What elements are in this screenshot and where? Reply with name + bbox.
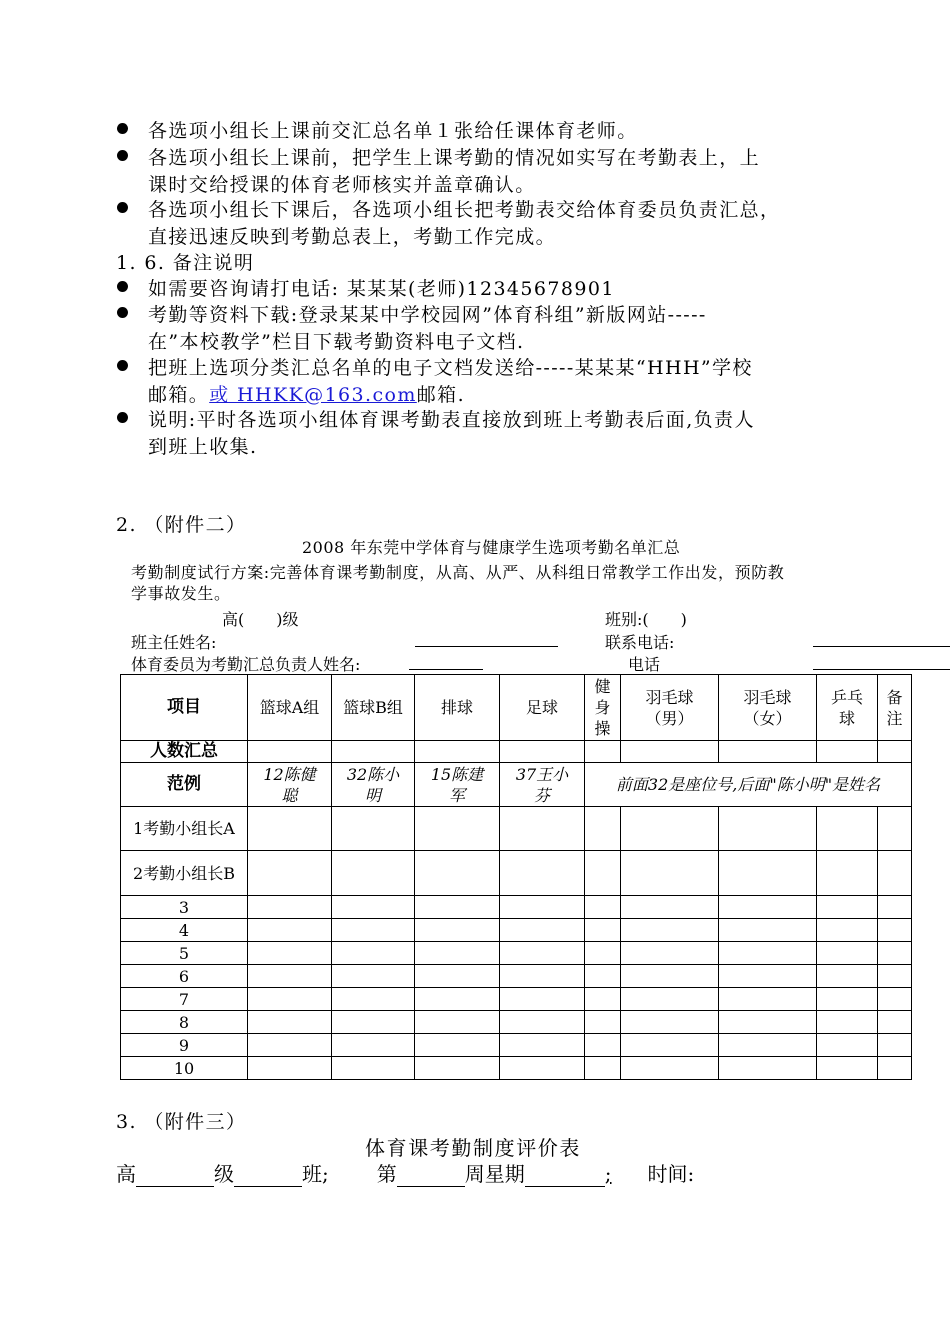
table-cell[interactable] [248,942,332,965]
table-cell[interactable] [332,1034,415,1057]
note-line-2: 到班上收集. [148,436,258,458]
table-cell[interactable] [248,1057,332,1080]
table-cell[interactable] [585,1034,621,1057]
table-cell[interactable] [817,1057,878,1080]
table-cell[interactable] [621,741,719,763]
table-cell[interactable] [621,807,719,851]
heading-attachment-3: 3. （附件三） [116,1111,247,1133]
row-label: 2考勤小组长B [121,851,248,896]
table-cell[interactable] [817,988,878,1011]
row-label: 6 [121,965,248,988]
table-cell[interactable] [500,741,585,763]
table-title: 2008 年东莞中学体育与健康学生选项考勤名单汇总 [302,538,681,557]
row-label: 1考勤小组长A [121,807,248,851]
table-cell[interactable] [415,919,500,942]
table-header-row [121,675,912,741]
heading-remarks: 1. 6. 备注说明 [116,252,255,274]
table-cell[interactable] [332,807,415,851]
header-basketball-b: 篮球B组 [332,675,415,741]
table-row [121,807,912,851]
table-cell[interactable] [248,988,332,1011]
table-cell[interactable] [500,942,585,965]
header-item: 项目 [121,675,248,741]
label-semicolon: ; [604,1162,612,1186]
table-cell[interactable] [878,896,912,919]
evaluation-form-line [116,1158,694,1187]
bullet-icon [117,307,128,318]
table-cell[interactable] [500,988,585,1011]
phone-line: 如需要咨询请打电话: 某某某(老师)12345678901 [148,278,615,300]
table-cell[interactable] [415,807,500,851]
table-cell[interactable] [332,741,415,763]
table-cell[interactable] [415,1011,500,1034]
table-row [121,988,912,1011]
row-label: 10 [121,1057,248,1080]
table-row [121,942,912,965]
header-badminton-female: 羽毛球（女） [719,675,817,741]
table-row [121,965,912,988]
bullet-text-2a: 各选项小组长上课前，把学生上课考勤的情况如实写在考勤表上，上 [148,147,761,169]
table-cell[interactable] [415,851,500,896]
table-cell[interactable] [585,965,621,988]
header-football: 足球 [500,675,585,741]
table-cell[interactable] [719,1011,817,1034]
table-cell[interactable] [248,919,332,942]
table-cell[interactable] [415,965,500,988]
table-cell[interactable] [817,919,878,942]
table-cell[interactable] [719,965,817,988]
table-cell[interactable] [332,942,415,965]
table-cell[interactable] [817,965,878,988]
table-cell[interactable] [248,1034,332,1057]
row-label: 3 [121,896,248,919]
teacher-label: 班主任姓名: [131,633,217,652]
table-cell[interactable] [585,807,621,851]
table-cell[interactable] [332,1057,415,1080]
weekday-blank[interactable] [525,1166,605,1187]
table-cell[interactable] [415,988,500,1011]
header-volleyball: 排球 [415,675,500,741]
table-cell[interactable] [585,919,621,942]
table-example-row [121,763,912,807]
teacher-name-field[interactable] [415,628,558,647]
table-cell[interactable] [817,851,878,896]
attendance-summary-table [120,674,912,1080]
table-cell[interactable] [585,896,621,919]
table-cell[interactable] [621,919,719,942]
table-cell[interactable] [878,965,912,988]
table-cell[interactable] [248,1011,332,1034]
example-volleyball: 15陈建军 [415,763,500,807]
table-cell[interactable] [248,741,332,763]
table-cell[interactable] [621,896,719,919]
table-cell[interactable] [500,1057,585,1080]
example-basketball-b: 32陈小明 [332,763,415,807]
table-cell[interactable] [248,851,332,896]
label-di: 第 [376,1162,397,1186]
table-row [121,896,912,919]
grade-blank[interactable] [136,1166,214,1187]
table-cell[interactable] [585,1057,621,1080]
table-cell[interactable] [332,896,415,919]
row-label: 7 [121,988,248,1011]
table-cell[interactable] [719,1034,817,1057]
bullet-icon [117,360,128,371]
label-ji: 级 [214,1162,234,1186]
example-note: 前面32是座位号,后面"陈小明"是姓名 [585,763,912,807]
table-cell[interactable] [621,851,719,896]
table-cell[interactable] [878,1034,912,1057]
table-cell[interactable] [585,741,621,763]
contact-phone-field[interactable] [813,628,950,647]
table-row [121,1011,912,1034]
table-cell[interactable] [719,896,817,919]
committee-phone-field[interactable] [813,651,950,670]
table-cell[interactable] [500,1011,585,1034]
table-cell[interactable] [500,807,585,851]
download-line-1: 考勤等资料下载:登录某某中学校园网”体育科组”新版网站----- [148,304,707,326]
header-badminton-male: 羽毛球（男） [621,675,719,741]
table-cell[interactable] [621,1011,719,1034]
table-cell[interactable] [621,965,719,988]
row-label: 9 [121,1034,248,1057]
table-cell[interactable] [878,942,912,965]
table-cell[interactable] [719,1057,817,1080]
email-suffix: 邮箱. [416,384,466,406]
committee-label: 体育委员为考勤汇总负责人姓名: [131,655,361,674]
header-basketball-a: 篮球A组 [248,675,332,741]
download-line-2: 在”本校教学”栏目下载考勤资料电子文档. [148,331,525,353]
bullet-text-2b: 课时交给授课的体育老师核实并盖章确认。 [148,174,536,196]
intro-line-1: 考勤制度试行方案:完善体育课考勤制度，从高、从严、从科组日常教学工作出发，预防教 [131,563,785,582]
table-cell[interactable] [878,988,912,1011]
table-row [121,851,912,896]
bullet-icon [117,412,128,423]
table-cell[interactable] [621,988,719,1011]
table-cell[interactable] [719,988,817,1011]
table-cell[interactable] [719,741,817,763]
table-cell[interactable] [500,896,585,919]
table-cell[interactable] [500,919,585,942]
bullet-text-3b: 直接迅速反映到考勤总表上，考勤工作完成。 [148,226,557,248]
table-row [121,1057,912,1080]
table-cell[interactable] [878,741,912,763]
table-cell[interactable] [500,851,585,896]
table-cell[interactable] [817,1034,878,1057]
bullet-text-1: 各选项小组长上课前交汇总名单１张给任课体育老师。 [148,120,638,142]
intro-line-2: 学事故发生。 [131,584,231,603]
table-cell[interactable] [878,807,912,851]
row-label: 5 [121,942,248,965]
label-gao: 高 [116,1162,136,1186]
row-label: 4 [121,919,248,942]
class-label: 班别:( ) [605,610,687,629]
table-cell[interactable] [415,942,500,965]
contact-label: 联系电话: [605,633,675,652]
table-cell[interactable] [332,919,415,942]
header-pingpong: 乒乓球 [817,675,878,741]
table-total-row [121,741,912,763]
bullet-icon [117,202,128,213]
email-prefix: 邮箱。 [148,384,210,406]
email-line-2 [148,380,465,407]
table-cell[interactable] [332,988,415,1011]
example-football: 37王小芬 [500,763,585,807]
table-cell[interactable] [817,741,878,763]
table-cell[interactable] [332,851,415,896]
bullet-icon [117,123,128,134]
table-cell[interactable] [878,919,912,942]
table-cell[interactable] [332,1011,415,1034]
example-label: 范例 [121,763,248,807]
table-cell[interactable] [621,942,719,965]
example-basketball-a: 12陈健聪 [248,763,332,807]
header-remarks: 备注 [878,675,912,741]
label-week-day: 周星期 [464,1162,525,1186]
email-link[interactable]: 或 HHKK@163.com [209,384,417,406]
table-cell[interactable] [621,1057,719,1080]
table-cell[interactable] [719,851,817,896]
table-cell[interactable] [415,896,500,919]
table-cell[interactable] [332,965,415,988]
total-label: 人数汇总 [121,741,248,763]
table-cell[interactable] [500,1034,585,1057]
table-cell[interactable] [585,1011,621,1034]
table-cell[interactable] [248,896,332,919]
label-time: 时间: [647,1162,695,1186]
table-cell[interactable] [585,988,621,1011]
grade-label: 高( )级 [222,610,299,629]
table-cell[interactable] [878,1011,912,1034]
week-blank[interactable] [397,1166,465,1187]
table-cell[interactable] [719,807,817,851]
table-cell[interactable] [585,851,621,896]
email-line-1: 把班上选项分类汇总名单的电子文档发送给-----某某某“HHH”学校 [148,357,753,379]
table-cell[interactable] [719,919,817,942]
heading-attachment-2: 2. （附件二） [116,514,247,536]
table-cell[interactable] [817,942,878,965]
table-cell[interactable] [415,1057,500,1080]
table-cell[interactable] [817,807,878,851]
bullet-text-3a: 各选项小组长下课后，各选项小组长把考勤表交给体育委员负责汇总， [148,199,781,221]
committee-name-field[interactable] [409,651,483,670]
table-cell[interactable] [248,965,332,988]
table-cell[interactable] [500,965,585,988]
evaluation-title: 体育课考勤制度评价表 [365,1136,581,1160]
bullet-icon [117,281,128,292]
table-cell[interactable] [878,1057,912,1080]
bullet-icon [117,150,128,161]
table-row [121,1034,912,1057]
row-label: 8 [121,1011,248,1034]
header-aerobics: 健身操 [585,675,621,741]
table-cell[interactable] [878,851,912,896]
table-cell[interactable] [621,1034,719,1057]
label-ban: 班; [302,1162,329,1186]
table-cell[interactable] [248,807,332,851]
table-row [121,919,912,942]
table-cell[interactable] [817,896,878,919]
class-blank[interactable] [234,1166,302,1187]
table-cell[interactable] [415,1034,500,1057]
table-cell[interactable] [719,942,817,965]
table-cell[interactable] [585,942,621,965]
note-line-1: 说明:平时各选项小组体育课考勤表直接放到班上考勤表后面,负责人 [148,409,755,431]
table-cell[interactable] [415,741,500,763]
phone-label: 电话 [628,655,661,674]
table-cell[interactable] [817,1011,878,1034]
